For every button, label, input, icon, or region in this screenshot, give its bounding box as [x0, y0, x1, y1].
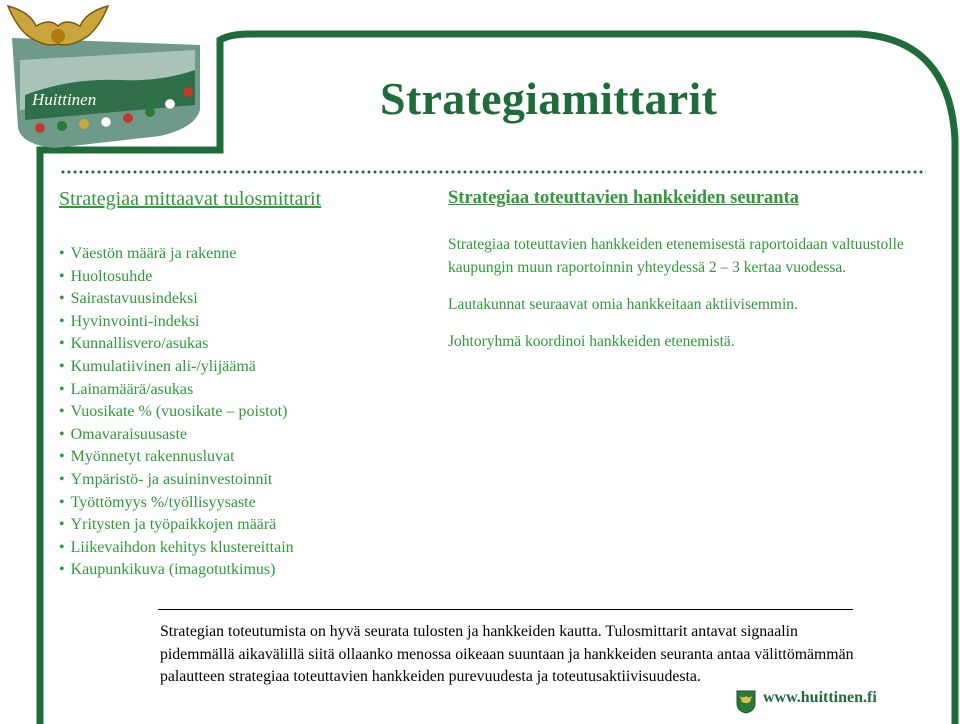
- huittinen-logo: [0, 0, 215, 150]
- list-item: • Yritysten ja työpaikkojen määrä: [59, 514, 359, 537]
- metric-list: [59, 243, 359, 582]
- website-link[interactable]: www.huittinen.fi: [763, 689, 877, 706]
- paragraph-committees: Lautakunnat seuraavat omia hankkeitaan aktiivisemmin.: [448, 296, 798, 313]
- list-item: • Vuosikate % (vuosikate – poistot): [59, 401, 359, 424]
- list-item: • Sairastavuusindeksi: [59, 288, 359, 311]
- paragraph-reporting: Strategiaa toteuttavien hankkeiden etenemisestä raportoidaan valtuustolle kaupungin muun raportoinnin yhteydessä 2 – 3 kertaa vuodessa.: [448, 236, 904, 276]
- footer-rule: [158, 609, 853, 610]
- list-item: • Liikevaihdon kehitys klustereittain: [59, 537, 359, 560]
- right-column: [448, 188, 918, 353]
- logo-wordmark: Huittinen: [32, 90, 97, 109]
- slide-title: Strategiamittarit: [380, 73, 718, 124]
- list-item: • Ympäristö- ja asuininvestoinnit: [59, 469, 359, 492]
- footer-summary: Strategian toteutumista on hyvä seurata tulosten ja hankkeiden kautta. Tulosmittarit antavat signaalin pidemmällä aikavälillä siitä ollaanko menossa oikeaan suuntaan ja hankkeiden seuranta antaa välittömämmän palautteen strategiaa toteuttavien hankkeiden purevuudesta ja toteutusaktiivisuudesta.: [160, 623, 854, 685]
- paragraph-management: Johtoryhmä koordinoi hankkeiden etenemistä.: [448, 333, 735, 350]
- dotted-divider: [60, 170, 926, 174]
- left-column: [59, 186, 359, 582]
- coat-of-arms-icon: [736, 690, 756, 714]
- right-heading: Strategiaa toteuttavien hankkeiden seuranta: [448, 188, 799, 208]
- list-item: • Väestön määrä ja rakenne: [59, 243, 359, 266]
- list-item: • Työttömyys %/työllisyysaste: [59, 492, 359, 515]
- list-item: • Omavaraisuusaste: [59, 424, 359, 447]
- list-item: • Kunnallisvero/asukas: [59, 333, 359, 356]
- list-item: • Huoltosuhde: [59, 266, 359, 289]
- list-item: • Hyvinvointi-indeksi: [59, 311, 359, 334]
- list-item: • Myönnetyt rakennusluvat: [59, 446, 359, 469]
- list-item: • Lainamäärä/asukas: [59, 379, 359, 402]
- list-item: • Kaupunkikuva (imagotutkimus): [59, 559, 359, 582]
- list-item: • Kumulatiivinen ali-/ylijäämä: [59, 356, 359, 379]
- left-heading: Strategiaa mittaavat tulosmittarit: [59, 188, 322, 210]
